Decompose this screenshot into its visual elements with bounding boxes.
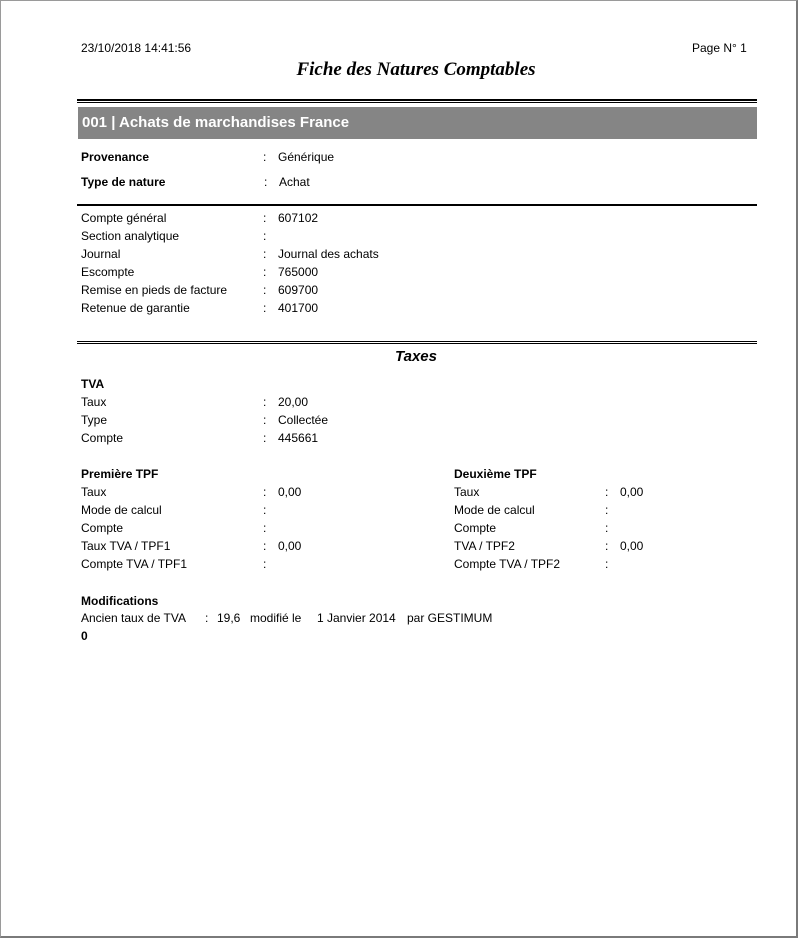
tva-row — [81, 431, 481, 449]
provenance-value: Générique — [278, 150, 335, 164]
tpf2-label: Compte — [454, 521, 497, 535]
tpf2-row — [454, 485, 754, 503]
tva-value: Collectée — [278, 413, 329, 427]
separator: : — [263, 413, 267, 427]
tpf1-label: Mode de calcul — [81, 503, 162, 517]
tpf2-label: Taux — [454, 485, 480, 499]
account-value: Journal des achats — [278, 247, 379, 261]
modification-modified: modifié le — [250, 611, 302, 625]
tpf2-row — [454, 557, 754, 575]
account-row — [81, 283, 481, 301]
tpf2-label: Mode de calcul — [454, 503, 535, 517]
separator: : — [605, 521, 609, 535]
separator: : — [263, 395, 267, 409]
separator: : — [605, 485, 609, 499]
separator: : — [263, 301, 267, 315]
tpf1-row — [81, 539, 441, 557]
tpf1-label: Taux — [81, 485, 107, 499]
account-value: 609700 — [278, 283, 319, 297]
modification-by: par GESTIMUM — [407, 611, 493, 625]
accounts-rule — [77, 204, 757, 206]
tpf2-value: 0,00 — [620, 539, 644, 553]
tpf1-row — [81, 521, 441, 539]
type-row — [81, 175, 481, 193]
account-value: 765000 — [278, 265, 319, 279]
separator: : — [263, 431, 267, 445]
account-label: Section analytique — [81, 229, 180, 243]
tva-value: 445661 — [278, 431, 319, 445]
account-row — [81, 211, 481, 229]
account-row — [81, 229, 481, 247]
tpf2-label: Compte TVA / TPF2 — [454, 557, 561, 571]
account-label: Retenue de garantie — [81, 301, 190, 315]
provenance-row — [81, 150, 481, 168]
provenance-label: Provenance — [81, 150, 150, 164]
separator: : — [263, 539, 267, 553]
tpf2-label: TVA / TPF2 — [454, 539, 515, 553]
tpf1-heading: Première TPF — [81, 467, 159, 481]
tpf1-label: Taux TVA / TPF1 — [81, 539, 171, 553]
account-row — [81, 265, 481, 283]
tpf1-label: Compte — [81, 521, 124, 535]
tpf1-label: Compte TVA / TPF1 — [81, 557, 188, 571]
print-datetime: 23/10/2018 14:41:56 — [81, 41, 192, 55]
tva-value: 20,00 — [278, 395, 309, 409]
tva-label: Compte — [81, 431, 124, 445]
tva-label: Taux — [81, 395, 107, 409]
taxes-rule — [77, 341, 757, 344]
title-double-rule — [77, 99, 757, 103]
separator: : — [263, 247, 267, 261]
separator: : — [205, 611, 209, 625]
separator: : — [263, 229, 267, 243]
separator: : — [263, 485, 267, 499]
taxes-title: Taxes — [395, 348, 437, 365]
account-label: Remise en pieds de facture — [81, 283, 228, 297]
tpf1-value: 0,00 — [278, 485, 302, 499]
account-label: Escompte — [81, 265, 135, 279]
separator: : — [263, 521, 267, 535]
separator: : — [605, 539, 609, 553]
report-title: Fiche des Natures Comptables — [296, 59, 536, 80]
modifications-heading: Modifications — [81, 594, 159, 608]
modification-extra: 0 — [81, 629, 88, 643]
tpf1-value: 0,00 — [278, 539, 302, 553]
account-value: 401700 — [278, 301, 319, 315]
tpf2-row — [454, 521, 754, 539]
separator: : — [263, 211, 267, 225]
tpf2-heading: Deuxième TPF — [454, 467, 537, 481]
tva-row — [81, 413, 481, 431]
separator: : — [263, 503, 267, 517]
separator: : — [263, 283, 267, 297]
modification-line — [81, 611, 581, 629]
tva-label: Type — [81, 413, 108, 427]
tpf1-row — [81, 503, 441, 521]
separator: : — [263, 265, 267, 279]
modification-old-rate: 19,6 — [217, 611, 241, 625]
tpf1-row — [81, 557, 441, 575]
separator: : — [263, 557, 267, 571]
separator: : — [263, 150, 267, 164]
account-label: Journal — [81, 247, 121, 261]
tpf1-row — [81, 485, 441, 503]
type-label: Type de nature — [81, 175, 166, 189]
separator: : — [605, 503, 609, 517]
tva-row — [81, 395, 481, 413]
account-value: 607102 — [278, 211, 319, 225]
modification-label: Ancien taux de TVA — [81, 611, 186, 625]
account-row — [81, 247, 481, 265]
account-row — [81, 301, 481, 319]
separator: : — [264, 175, 268, 189]
tva-heading: TVA — [81, 377, 105, 391]
nature-heading: 001 | Achats de marchandises France — [78, 107, 757, 139]
separator: : — [605, 557, 609, 571]
account-label: Compte général — [81, 211, 167, 225]
modification-date: 1 Janvier 2014 — [317, 611, 396, 625]
tpf2-row — [454, 503, 754, 521]
tpf2-value: 0,00 — [620, 485, 644, 499]
tpf2-row — [454, 539, 754, 557]
page-number: Page N° 1 — [692, 41, 747, 55]
type-value: Achat — [279, 175, 310, 189]
